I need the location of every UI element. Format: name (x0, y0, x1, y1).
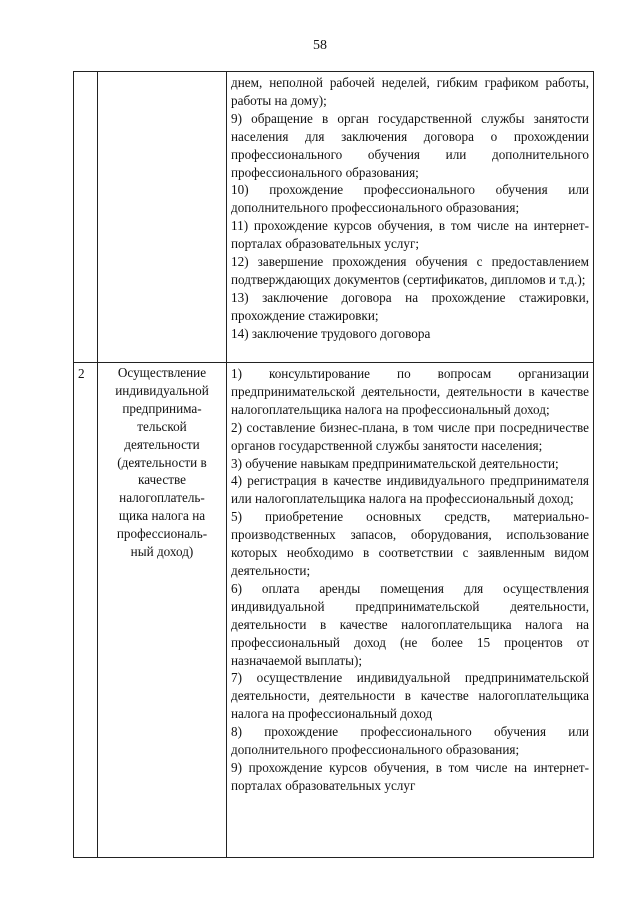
step-item: 6) оплата аренды помещения для осуществления индивидуальной предпринимательской деятельности, деятельности в качестве налогоплательщика налога на профессиональный доход (не более 15 процентов от назначаемой выплаты); (231, 580, 589, 668)
step-item: 3) обучение навыкам предпринимательской деятельности; (231, 455, 559, 471)
steps-cell (227, 72, 594, 363)
table-row (74, 363, 594, 858)
step-item: 13) заключение договора на прохождение стажировки, прохождение стажировки; (231, 289, 589, 323)
step-item: 5) приобретение основных средств, материально-производственных запасов, оборудования, использование которых необходимо в соответствии с заявленным видом деятельности; (231, 509, 589, 578)
step-item: 8) прохождение профессионального обучения или дополнительного профессионального образования; (231, 724, 589, 758)
step-item: 9) обращение в орган государственной службы занятости населения для заключения договора о прохождении профессионального обучения или дополнительного профессионального образования; (231, 110, 589, 180)
step-item: 2) составление бизнес-плана, в том числе при посредничестве органов государственной службы занятости населения; (231, 419, 589, 453)
table-row (74, 72, 594, 363)
step-item: 12) завершение прохождения обучения с предоставлением подтверждающих документов (сертификатов, дипломов и т.д.); (231, 254, 589, 287)
row-number-cell (74, 72, 98, 363)
activity-cell (98, 72, 227, 363)
activity-cell: Осуществление индивидуальной предпринима- тельской деятельности (деятельности в качестве налогоплатель- щика налога на профессиональ- ный доход) (98, 363, 227, 858)
steps-cell (227, 363, 594, 858)
step-item: 11) прохождение курсов обучения, в том числе на интернет-порталах образовательных услуг; (231, 218, 589, 252)
step-item: 14) заключение трудового договора (231, 325, 431, 341)
step-item: 1) консультирование по вопросам организации предпринимательской деятельности, деятельности в качестве налогоплательщика налога на профессиональный доход; (231, 366, 589, 417)
step-item: 7) осуществление индивидуальной предпринимательской деятельности, деятельности в качестве налогоплательщика налога на профессиональный доход (231, 670, 589, 722)
step-item: 4) регистрация в качестве индивидуального предпринимателя или налогоплательщика налога на профессиональный доход; (231, 473, 589, 507)
row-number-cell: 2 (74, 363, 98, 858)
page-number: 58 (313, 38, 327, 53)
step-item: 9) прохождение курсов обучения, в том числе на интернет-порталах образовательных услуг (231, 759, 589, 793)
activity-table (73, 71, 594, 858)
step-item: днем, неполной рабочей неделей, гибким графиком работы, работы на дому); (231, 75, 589, 108)
step-item: 10) прохождение профессионального обучения или дополнительного профессионального образования; (231, 182, 589, 216)
